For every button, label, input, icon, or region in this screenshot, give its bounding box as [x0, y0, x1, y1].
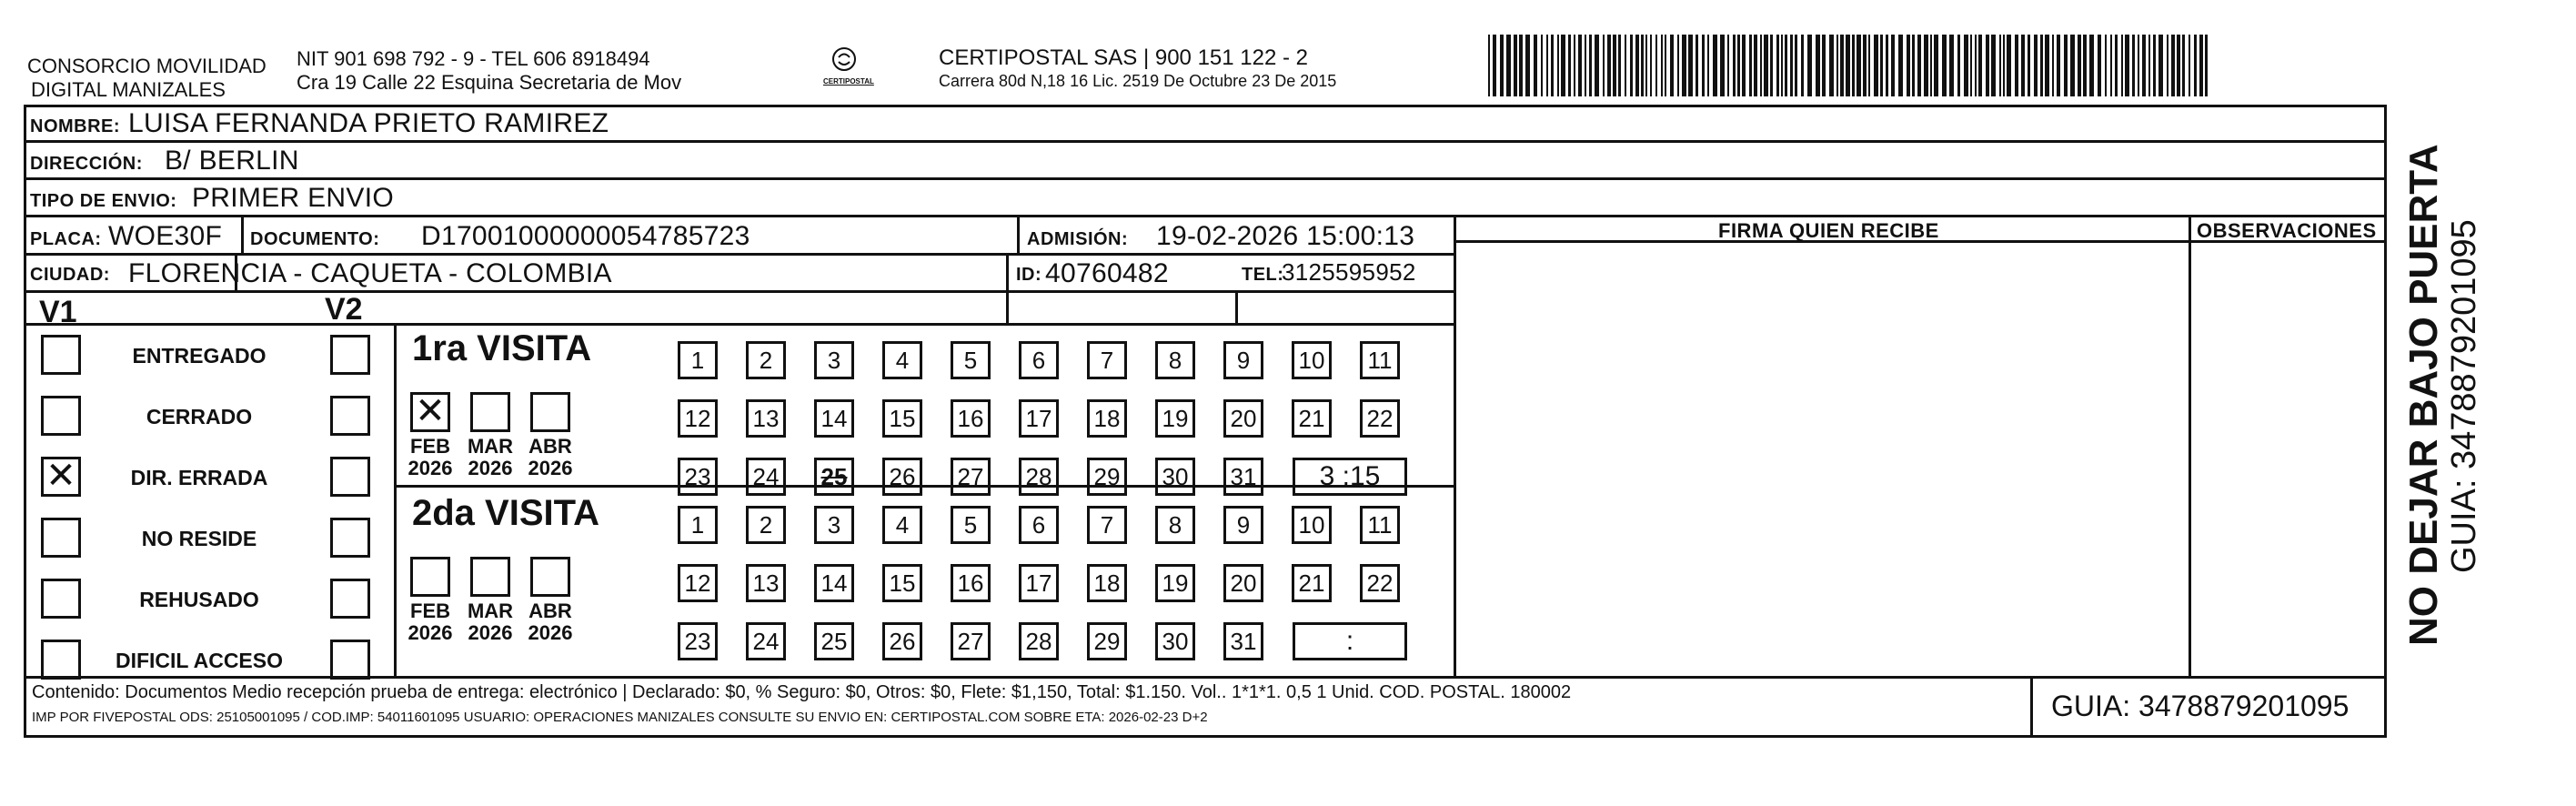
barcode-bar: [2189, 35, 2190, 96]
day-box[interactable]: 5: [951, 341, 991, 379]
day-box[interactable]: 16: [951, 564, 991, 602]
barcode-bar: [1645, 35, 1647, 96]
barcode-bar: [1863, 35, 1867, 96]
barcode-bar: [2028, 35, 2030, 96]
month-year: 2026: [408, 457, 453, 479]
barcode-bar: [1807, 35, 1812, 96]
day-box[interactable]: 8: [1155, 506, 1195, 544]
barcode-bar: [1568, 35, 1571, 96]
day-box[interactable]: 12: [678, 564, 718, 602]
nit-line: NIT 901 698 792 - 9 - TEL 606 8918494: [297, 47, 650, 70]
day-box[interactable]: 14: [814, 399, 854, 438]
barcode-graphic: [1488, 35, 2212, 96]
barcode-bar: [1702, 35, 1705, 96]
day-box[interactable]: 24: [746, 622, 786, 660]
day-box[interactable]: 15: [882, 399, 922, 438]
day-box[interactable]: 9: [1223, 341, 1263, 379]
barcode-bar: [2205, 35, 2208, 96]
day-box[interactable]: 19: [1155, 399, 1195, 438]
observaciones-header: OBSERVACIONES: [2197, 219, 2377, 242]
barcode-bar: [1595, 35, 1599, 96]
carrier-line: CERTIPOSTAL SAS | 900 151 122 - 2: [939, 45, 1308, 70]
day-box[interactable]: 22: [1360, 564, 1400, 602]
barcode-bar: [1917, 35, 1921, 96]
barcode-bar: [1754, 35, 1757, 96]
status-label: REHUSADO: [139, 588, 259, 611]
nombre-label: NOMBRE:: [30, 116, 121, 136]
month-label: [464, 436, 517, 479]
barcode-bar: [2115, 35, 2118, 96]
day-box[interactable]: 2: [746, 506, 786, 544]
month-checkbox[interactable]: [530, 557, 570, 597]
v1-checkbox[interactable]: [41, 396, 81, 436]
month-checkbox[interactable]: [470, 557, 510, 597]
day-box[interactable]: 25: [814, 458, 854, 496]
barcode-bar: [1924, 35, 1928, 96]
time-box[interactable]: :: [1293, 622, 1407, 660]
barcode-bar: [1957, 35, 1960, 96]
day-box[interactable]: 4: [882, 506, 922, 544]
barcode-bar: [1795, 35, 1797, 96]
admision-label: ADMISIÓN:: [1027, 229, 1129, 249]
barcode-bar: [1635, 35, 1639, 96]
barcode-bar: [1874, 35, 1878, 96]
barcode-bar: [2083, 35, 2087, 96]
barcode-bar: [1713, 35, 1717, 96]
barcode-bar: [1764, 35, 1768, 96]
barcode-bar: [1519, 35, 1523, 96]
barcode-bar: [2003, 35, 2005, 96]
company-address: Cra 19 Calle 22 Esquina Secretaria de Mov: [297, 71, 682, 94]
barcode-bar: [2177, 35, 2180, 96]
barcode-bar: [2045, 35, 2049, 96]
direccion-label: DIRECCIÓN:: [30, 154, 143, 174]
day-box[interactable]: 3: [814, 506, 854, 544]
day-box[interactable]: 3: [814, 341, 854, 379]
day-box[interactable]: 2: [746, 341, 786, 379]
barcode-bar: [1696, 35, 1698, 96]
day-box[interactable]: 18: [1087, 564, 1127, 602]
month-year: 2026: [468, 457, 513, 479]
v2-checkbox[interactable]: [330, 457, 370, 497]
day-box[interactable]: 6: [1019, 341, 1059, 379]
v2-header: V2: [325, 292, 363, 327]
month-label: [524, 436, 577, 479]
month-checkbox[interactable]: [470, 392, 510, 432]
month-label: [404, 600, 457, 644]
day-box[interactable]: 7: [1087, 341, 1127, 379]
day-box[interactable]: 27: [951, 458, 991, 496]
barcode-bar: [1720, 35, 1725, 96]
v2-checkbox[interactable]: [330, 640, 370, 680]
barcode-bar: [1618, 35, 1621, 96]
tipo-envio-label: TIPO DE ENVIO:: [30, 191, 177, 211]
barcode-bar: [1785, 35, 1787, 96]
barcode-bar: [1665, 35, 1666, 96]
no-dejar-bajo-puerta: NO DEJAR BAJO PUERTA: [2401, 144, 2446, 646]
day-box[interactable]: 20: [1223, 399, 1263, 438]
barcode-bar: [1727, 35, 1729, 96]
barcode-bar: [1776, 35, 1779, 96]
barcode-bar: [1650, 35, 1652, 96]
barcode-bar: [2167, 35, 2168, 96]
v1-checkbox[interactable]: [41, 335, 81, 375]
barcode-bar: [1589, 35, 1592, 96]
day-box[interactable]: 26: [882, 458, 922, 496]
barcode-bar: [1585, 35, 1586, 96]
month-checkbox[interactable]: [410, 557, 450, 597]
barcode-bar: [2110, 35, 2112, 96]
day-box[interactable]: 7: [1087, 506, 1127, 544]
status-label: NO RESIDE: [141, 527, 257, 550]
id-label: ID:: [1016, 265, 1042, 285]
placa-label: PLACA:: [30, 229, 102, 249]
barcode-bar: [1707, 35, 1709, 96]
status-label: ENTREGADO: [132, 344, 267, 368]
month-name: FEB: [410, 435, 450, 458]
day-box[interactable]: 4: [882, 341, 922, 379]
barcode-bar: [1760, 35, 1762, 96]
day-box[interactable]: 10: [1292, 506, 1332, 544]
day-box[interactable]: 16: [951, 399, 991, 438]
company-name: [27, 55, 267, 102]
barcode-bar: [1986, 35, 1989, 96]
barcode-bar: [1846, 35, 1850, 96]
barcode-bar: [1749, 35, 1752, 96]
tel-value: 3125595952: [1282, 258, 1416, 286]
day-box[interactable]: 28: [1019, 622, 1059, 660]
barcode-bar: [2040, 35, 2043, 96]
barcode-bar: [1661, 35, 1663, 96]
placa-value: WOE30F: [108, 221, 223, 251]
carrier-info: [939, 45, 1336, 91]
ciudad-label: CIUDAD:: [30, 265, 110, 285]
time-box[interactable]: 3 :15: [1293, 458, 1407, 496]
v2-checkbox[interactable]: [330, 579, 370, 619]
day-box[interactable]: 23: [678, 458, 718, 496]
barcode-bar: [1541, 35, 1543, 96]
documento-label: DOCUMENTO:: [250, 229, 380, 249]
barcode-bar: [1655, 35, 1657, 96]
barcode-bar: [1999, 35, 2001, 96]
day-box[interactable]: 12: [678, 399, 718, 438]
barcode-bar: [2132, 35, 2135, 96]
day-box[interactable]: 31: [1223, 458, 1263, 496]
barcode-bar: [1840, 35, 1844, 96]
barcode-bar: [2199, 35, 2203, 96]
day-box[interactable]: 30: [1155, 622, 1195, 660]
barcode-bar: [1630, 35, 1633, 96]
day-box[interactable]: 13: [746, 399, 786, 438]
day-box[interactable]: 14: [814, 564, 854, 602]
barcode-bar: [1733, 35, 1736, 96]
barcode-bar: [1891, 35, 1895, 96]
day-box[interactable]: 11: [1360, 506, 1400, 544]
barcode-bar: [2089, 35, 2094, 96]
barcode-bar: [1880, 35, 1883, 96]
v2-checkbox[interactable]: [330, 396, 370, 436]
barcode-bar: [1898, 35, 1903, 96]
barcode: [1488, 35, 2212, 96]
barcode-bar: [1514, 35, 1517, 96]
barcode-bar: [1829, 35, 1834, 96]
barcode-bar: [1525, 35, 1530, 96]
barcode-bar: [2078, 35, 2081, 96]
visit-title: 2da VISITA: [412, 493, 599, 533]
logo-text: CERTIPOSTAL: [823, 77, 874, 86]
v1-checkbox[interactable]: [41, 640, 81, 680]
day-box[interactable]: 25: [814, 622, 854, 660]
side-guia: GUIA: 3478879201095: [2445, 219, 2483, 573]
barcode-bar: [1561, 35, 1565, 96]
barcode-bar: [2125, 35, 2129, 96]
barcode-bar: [1546, 35, 1548, 96]
company-line-1: CONSORCIO MOVILIDAD: [27, 55, 267, 77]
barcode-bar: [1949, 35, 1954, 96]
barcode-bar: [2194, 35, 2197, 96]
barcode-bar: [1852, 35, 1855, 96]
barcode-bar: [1603, 35, 1605, 96]
v2-checkbox[interactable]: [330, 335, 370, 375]
barcode-bar: [1625, 35, 1626, 96]
day-box[interactable]: 29: [1087, 458, 1127, 496]
tipo-envio: PRIMER ENVIO: [192, 183, 394, 213]
barcode-bar: [2015, 35, 2018, 96]
day-box[interactable]: 30: [1155, 458, 1195, 496]
barcode-bar: [2070, 35, 2075, 96]
barcode-bar: [2105, 35, 2107, 96]
documento-value: D17001000000054785723: [421, 221, 750, 251]
recipient-address: B/ BERLIN: [165, 146, 299, 176]
day-box[interactable]: 26: [882, 622, 922, 660]
day-box[interactable]: 23: [678, 622, 718, 660]
month-label: [464, 600, 517, 644]
v1-checkbox[interactable]: [41, 518, 81, 558]
barcode-bar: [1975, 35, 1977, 96]
barcode-bar: [2057, 35, 2060, 96]
day-box[interactable]: 31: [1223, 622, 1263, 660]
month-year: 2026: [468, 621, 513, 644]
barcode-bar: [1907, 35, 1910, 96]
day-box[interactable]: 10: [1292, 341, 1332, 379]
barcode-bar: [1868, 35, 1870, 96]
barcode-bar: [2148, 35, 2150, 96]
barcode-bar: [2034, 35, 2038, 96]
day-box[interactable]: 21: [1292, 399, 1332, 438]
carrier-address: Carrera 80d N,18 16 Lic. 2519 De Octubre 23 De 2015: [939, 72, 1337, 90]
day-box[interactable]: 8: [1155, 341, 1195, 379]
barcode-bar: [1816, 35, 1820, 96]
barcode-bar: [1551, 35, 1554, 96]
month-name: ABR: [528, 435, 572, 458]
barcode-bar: [2098, 35, 2101, 96]
footer-guia: GUIA: 3478879201095: [2051, 690, 2350, 722]
company-contact: [297, 47, 681, 95]
barcode-bar: [1886, 35, 1888, 96]
day-box[interactable]: 1: [678, 506, 718, 544]
barcode-bar: [2007, 35, 2011, 96]
day-box[interactable]: 24: [746, 458, 786, 496]
barcode-bar: [1770, 35, 1773, 96]
header-row-line: [1454, 215, 2384, 217]
barcode-bar: [1688, 35, 1693, 96]
certipostal-logo: [823, 45, 874, 86]
day-box[interactable]: 5: [951, 506, 991, 544]
day-box[interactable]: 15: [882, 564, 922, 602]
month-name: MAR: [467, 435, 514, 458]
barcode-bar: [2138, 35, 2139, 96]
barcode-bar: [1607, 35, 1611, 96]
barcode-bar: [1836, 35, 1838, 96]
id-value: 40760482: [1045, 258, 1169, 288]
month-checkbox[interactable]: [410, 392, 450, 432]
barcode-bar: [1641, 35, 1644, 96]
day-box[interactable]: 27: [951, 622, 991, 660]
barcode-bar: [1964, 35, 1968, 96]
contenido-line: Contenido: Documentos Medio recepción prueba de entrega: electrónico | Declarado: $0, % Seguro: $0, Otros: $0, Flete: $1,150, Total: $1.150. Vol.. 1*1*1. 0,5 1 Unid. COD. POSTAL. 180002: [32, 682, 1572, 702]
barcode-bar: [1978, 35, 1982, 96]
barcode-bar: [1801, 35, 1804, 96]
company-line-2: DIGITAL MANIZALES: [31, 78, 226, 101]
barcode-bar: [2121, 35, 2123, 96]
month-label: [404, 436, 457, 479]
barcode-bar: [1857, 35, 1861, 96]
recipient-name: LUISA FERNANDA PRIETO RAMIREZ: [128, 108, 609, 138]
barcode-bar: [1930, 35, 1932, 96]
check-mark: ✕: [45, 456, 76, 496]
barcode-bar: [1488, 35, 1490, 96]
month-name: ABR: [528, 599, 572, 622]
barcode-bar: [2064, 35, 2068, 96]
barcode-bar: [1670, 35, 1674, 96]
barcode-bar: [2052, 35, 2054, 96]
month-label: [524, 600, 577, 644]
barcode-bar: [1737, 35, 1740, 96]
day-box[interactable]: 17: [1019, 564, 1059, 602]
visit-title: 1ra VISITA: [412, 328, 592, 368]
barcode-bar: [1942, 35, 1947, 96]
status-label: DIFICIL ACCESO: [115, 649, 283, 672]
day-box[interactable]: 13: [746, 564, 786, 602]
admision-value: 19-02-2026 15:00:13: [1156, 221, 1415, 251]
barcode-bar: [1912, 35, 1915, 96]
month-year: 2026: [528, 457, 573, 479]
day-box[interactable]: 18: [1087, 399, 1127, 438]
barcode-bar: [2158, 35, 2163, 96]
delivery-form: [24, 105, 2387, 738]
barcode-bar: [1534, 35, 1537, 96]
day-box[interactable]: 17: [1019, 399, 1059, 438]
tel-label: TEL:: [1242, 265, 1284, 285]
barcode-bar: [1574, 35, 1575, 96]
barcode-bar: [2142, 35, 2146, 96]
month-name: MAR: [467, 599, 514, 622]
day-box[interactable]: 28: [1019, 458, 1059, 496]
v2-checkbox[interactable]: [330, 518, 370, 558]
barcode-bar: [1970, 35, 1972, 96]
barcode-bar: [2171, 35, 2175, 96]
firma-header: FIRMA QUIEN RECIBE: [1718, 219, 1939, 242]
barcode-bar: [1613, 35, 1616, 96]
v1-checkbox[interactable]: [41, 457, 81, 497]
barcode-bar: [1934, 35, 1938, 96]
month-checkbox[interactable]: [530, 392, 570, 432]
month-year: 2026: [528, 621, 573, 644]
barcode-bar: [1578, 35, 1582, 96]
day-box[interactable]: 6: [1019, 506, 1059, 544]
barcode-bar: [1506, 35, 1511, 96]
check-mark: ✕: [415, 391, 446, 431]
barcode-bar: [2021, 35, 2025, 96]
barcode-bar: [1790, 35, 1793, 96]
imp-line: IMP POR FIVEPOSTAL ODS: 25105001095 / COD.IMP: 54011601095 USUARIO: OPERACIONES MANIZALES CONSULTE SU ENVIO EN: CERTIPOSTAL.COM SOBRE ETA: 2026-02-23 D+2: [32, 710, 1208, 725]
v1-checkbox[interactable]: [41, 579, 81, 619]
barcode-bar: [2182, 35, 2185, 96]
barcode-bar: [1557, 35, 1559, 96]
day-box[interactable]: 22: [1360, 399, 1400, 438]
day-box[interactable]: 19: [1155, 564, 1195, 602]
day-box[interactable]: 29: [1087, 622, 1127, 660]
barcode-bar: [1991, 35, 1996, 96]
day-box[interactable]: 21: [1292, 564, 1332, 602]
barcode-bar: [1493, 35, 1496, 96]
status-label: DIR. ERRADA: [130, 466, 268, 489]
barcode-bar: [2153, 35, 2156, 96]
day-box[interactable]: 11: [1360, 341, 1400, 379]
barcode-bar: [1682, 35, 1686, 96]
barcode-bar: [1677, 35, 1679, 96]
barcode-bar: [1742, 35, 1746, 96]
barcode-bar: [1500, 35, 1504, 96]
v1-header: V1: [39, 295, 77, 329]
barcode-bar: [1781, 35, 1783, 96]
month-year: 2026: [408, 621, 453, 644]
barcode-bar: [1822, 35, 1826, 96]
month-name: FEB: [410, 599, 450, 622]
day-box[interactable]: 20: [1223, 564, 1263, 602]
ciudad-value: FLORENCIA - CAQUETA - COLOMBIA: [128, 258, 612, 288]
day-box[interactable]: 9: [1223, 506, 1263, 544]
logo-icon: [830, 45, 858, 73]
day-box[interactable]: 1: [678, 341, 718, 379]
status-label: CERRADO: [146, 405, 253, 428]
